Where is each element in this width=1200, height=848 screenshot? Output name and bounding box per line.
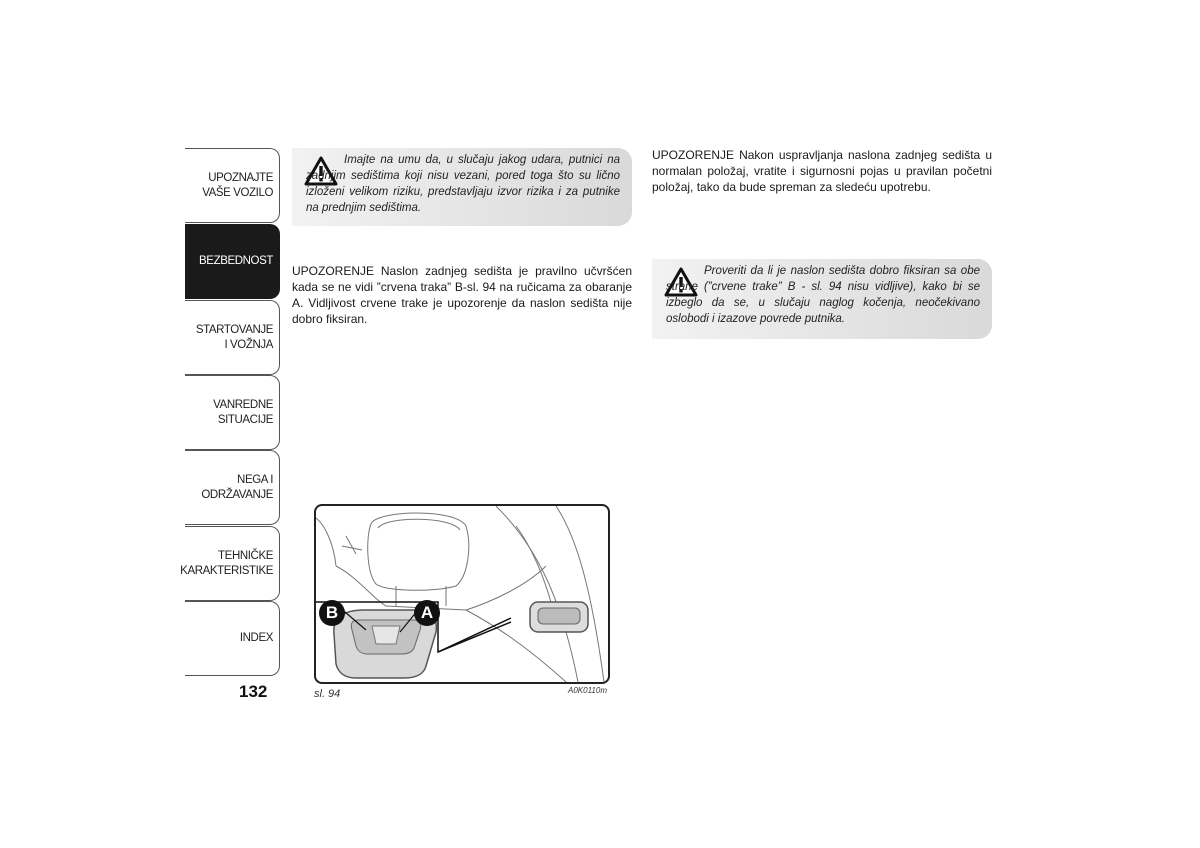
tab-tehnicke-karakteristike[interactable] (180, 526, 280, 601)
warning-box-right (652, 259, 992, 339)
tab-label: STARTOVANJE I VOŽNJA (195, 323, 273, 351)
tab-label: INDEX (239, 632, 273, 644)
warning-box-left (292, 148, 632, 226)
seat-illustration (316, 506, 608, 682)
callout-b-label: B (325, 603, 339, 622)
warning-text: Proveriti da li je naslon sedišta dobro fiksiran sa obe strane (”crvene trake” B - sl. 94 nisu vidljive), kako bi se izbeglo da se, u slučaju naglog kočenja, neočekivano oslobodi i izazove povrede putnika. (666, 265, 980, 325)
callout-a-label: A (420, 603, 434, 622)
page-number: 132 (239, 682, 268, 701)
tab-startovanje-i-voznja[interactable] (185, 300, 280, 375)
tab-label: UPOZNAJTE VAŠE VOZILO (202, 171, 273, 199)
callout-a-marker (414, 600, 440, 626)
paragraph-left: UPOZORENJE Naslon zadnjeg sedišta je pravilno učvršćen kada se ne vidi ”crvena traka” B-sl. 94 na ručicama za obaranje A. Vidljivost crvene trake je upozorenje da naslon sedišta nije dobro fiksiran. (292, 264, 632, 326)
figure-seat-lever (314, 504, 610, 684)
tab-label: TEHNIČKE KARAKTERISTIKE (180, 549, 273, 577)
tab-upoznajte-vase-vozilo[interactable] (185, 148, 280, 223)
tab-label: BEZBEDNOST (199, 255, 273, 267)
tab-vanredne-situacije[interactable] (185, 375, 280, 450)
callout-b-marker (319, 600, 345, 626)
paragraph-right: UPOZORENJE Nakon uspravljanja naslona zadnjeg sedišta u normalan položaj, vratite i sigurnosni pojas u pravilan početni položaj, tako da bude spreman za sledeću upotrebu. (652, 148, 992, 194)
figure-code: A0K0110m (568, 686, 607, 695)
tab-index[interactable] (185, 601, 280, 676)
tab-label: VANREDNE SITUACIJE (213, 398, 273, 426)
tab-nega-i-odrzavanje[interactable] (185, 450, 280, 525)
figure-caption: sl. 94 (314, 688, 341, 700)
warning-text: Imajte na umu da, u slučaju jakog udara, putnici na zadnjim sedištima koji nisu vezani, pored toga što su lično izloženi velikom riziku, predstavljaju izvor rizika i za putnike na prednjim sedištima. (306, 154, 620, 214)
tab-bezbednost[interactable] (185, 224, 280, 299)
tab-label: NEGA I ODRŽAVANJE (201, 473, 273, 501)
